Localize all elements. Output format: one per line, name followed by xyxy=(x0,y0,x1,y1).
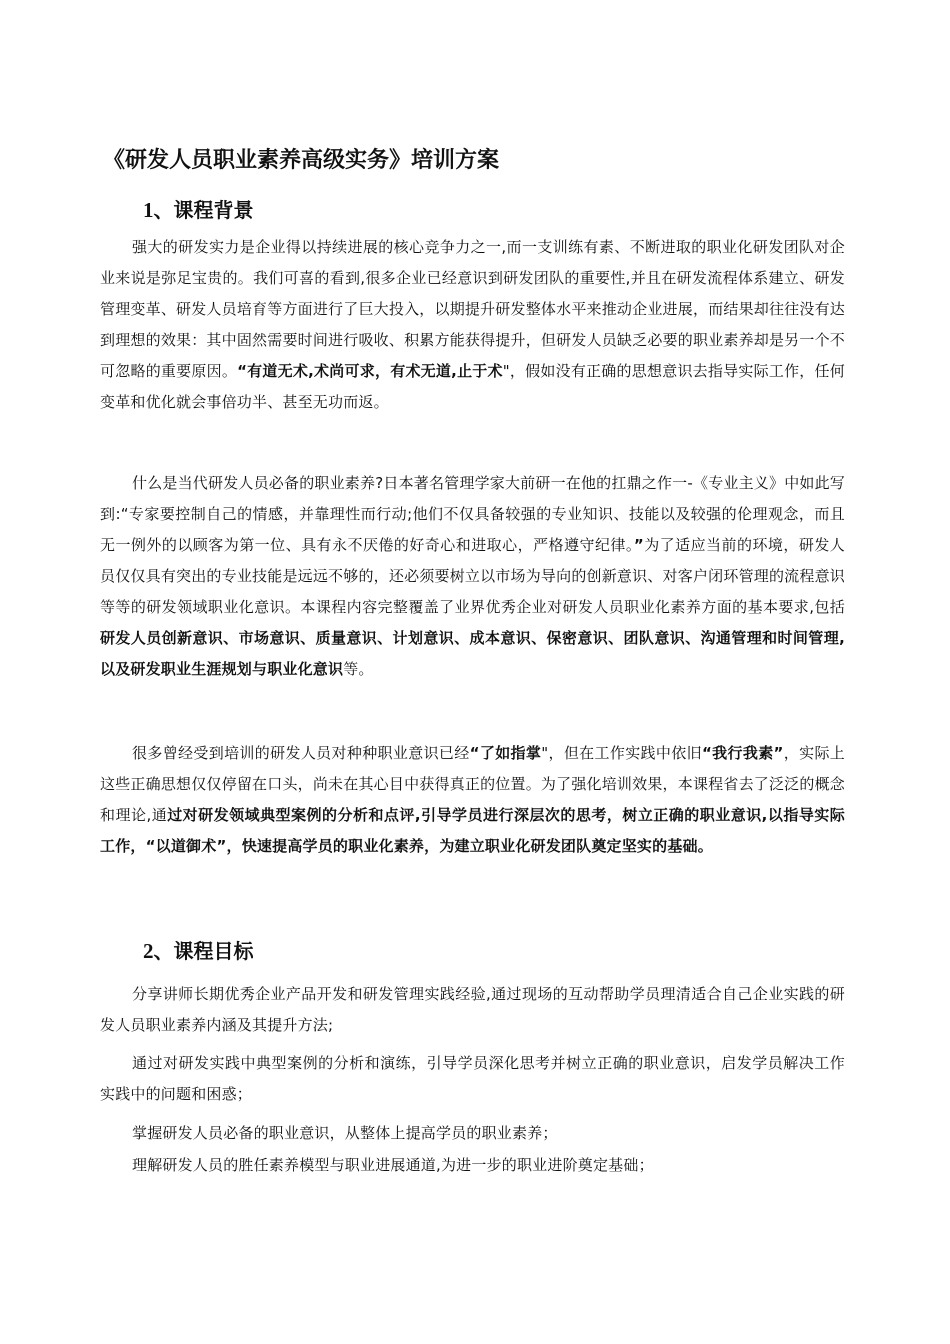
section-heading-background xyxy=(143,195,843,225)
text-run: 什么是当代研发人员必备的职业素养?日本著名管理学家大前研一在他的扛鼎之作一-《专业主义》中如此写到:“专家要控制自己的情感，并靠理性而行动;他们不仅具备较强的专业知识、技能以及较强的伦理观念，而且无一例外的以顾客为第一位、具有永不厌倦的好奇心和进取心，严格遵守纪律。 xyxy=(100,474,845,554)
paragraph-background-3 xyxy=(100,738,845,862)
bold-text-run: “我行我素” xyxy=(701,744,784,762)
objective-paragraph-4 xyxy=(100,1150,845,1181)
paragraph-background-1 xyxy=(100,232,845,418)
document-title: 《研发人员职业素养高级实务》培训方案 xyxy=(103,148,500,173)
bold-text-run: 研发人员创新意识、市场意识、质量意识、计划意识、成本意识、保密意识、团队意识、沟通管理和时间管理,以及研发职业生涯规划与职业化意识 xyxy=(100,629,845,678)
bold-text-run: 过对研发领域典型案例的分析和点评,引导学员进行深层次的思考，树立正确的职业意识,以指导实际工作，“以道御术”，快速提高学员的职业化素养，为建立职业化研发团队奠定坚实的基础。 xyxy=(100,806,845,855)
section-title: 、课程背景 xyxy=(153,198,254,222)
text-run: 等。 xyxy=(343,660,374,678)
text-run: 强大的研发实力是企业得以持续进展的核心竞争力之一,而一支训练有素、不断进取的职业化研发团队对企业来说是弥足宝贵的。我们可喜的看到,很多企业已经意识到研发团队的重要性,并且在研发流程体系建立、研发管理变革、研发人员培育等方面进行了巨大投入，以期提升研发整体水平来推动企业进展，而结果却往往没有达到理想的效果：其中固然需要时间进行吸收、积累方能获得提升，但研发人员缺乏必要的职业素养却是另一个不可忽略的重要原因。 xyxy=(100,238,845,380)
text-run: 通过对研发实践中典型案例的分析和演练，引导学员深化思考并树立正确的职业意识，启发学员解决工作实践中的问题和困惑； xyxy=(100,1054,845,1103)
objective-paragraph-2 xyxy=(100,1048,845,1110)
objective-paragraph-3 xyxy=(100,1118,845,1149)
text-run: 很多曾经受到培训的研发人员对种种职业意识已经 xyxy=(132,744,470,762)
section-number: 1 xyxy=(143,198,154,222)
text-run: ，实际上这些正确思想仅仅停留在口头，尚未在其心目中获得真正的位置。为了强化培训效果，本课程省去了泛泛的概念和理论,通 xyxy=(100,744,845,824)
text-run: "，假如没有正确的思想意识去指导实际工作，任何变革和优化就会事倍功半、甚至无功而返。 xyxy=(100,362,845,411)
objective-paragraph-1 xyxy=(100,979,845,1041)
text-run: 为了适应当前的环境，研发人员仅仅具有突出的专业技能是远远不够的，还必须要树立以市场为导向的创新意识、对客户闭环管理的流程意识等等的研发领域职业化意识。本课程内容完整覆盖了业界优秀企业对研发人员职业化素养方面的基本要求,包括 xyxy=(100,536,845,616)
bold-text-run: “有道无术,术尚可求，有术无道,止于术 xyxy=(237,362,503,380)
section-number: 2 xyxy=(143,939,154,963)
text-run: 理解研发人员的胜任素养模型与职业进展通道,为进一步的职业进阶奠定基础； xyxy=(132,1156,654,1174)
paragraph-background-2 xyxy=(100,468,845,685)
bold-text-run: “了如指掌 xyxy=(469,744,542,762)
section-title: 、课程目标 xyxy=(153,939,254,963)
text-run: 分享讲师长期优秀企业产品开发和研发管理实践经验,通过现场的互动帮助学员理清适合自己企业实践的研发人员职业素养内涵及其提升方法; xyxy=(100,985,845,1034)
section-heading-objectives xyxy=(143,936,843,966)
text-run: "，但在工作实践中依旧 xyxy=(541,744,702,762)
text-run: 掌握研发人员必备的职业意识，从整体上提高学员的职业素养； xyxy=(132,1124,558,1142)
bold-text-run: ” xyxy=(633,536,644,554)
